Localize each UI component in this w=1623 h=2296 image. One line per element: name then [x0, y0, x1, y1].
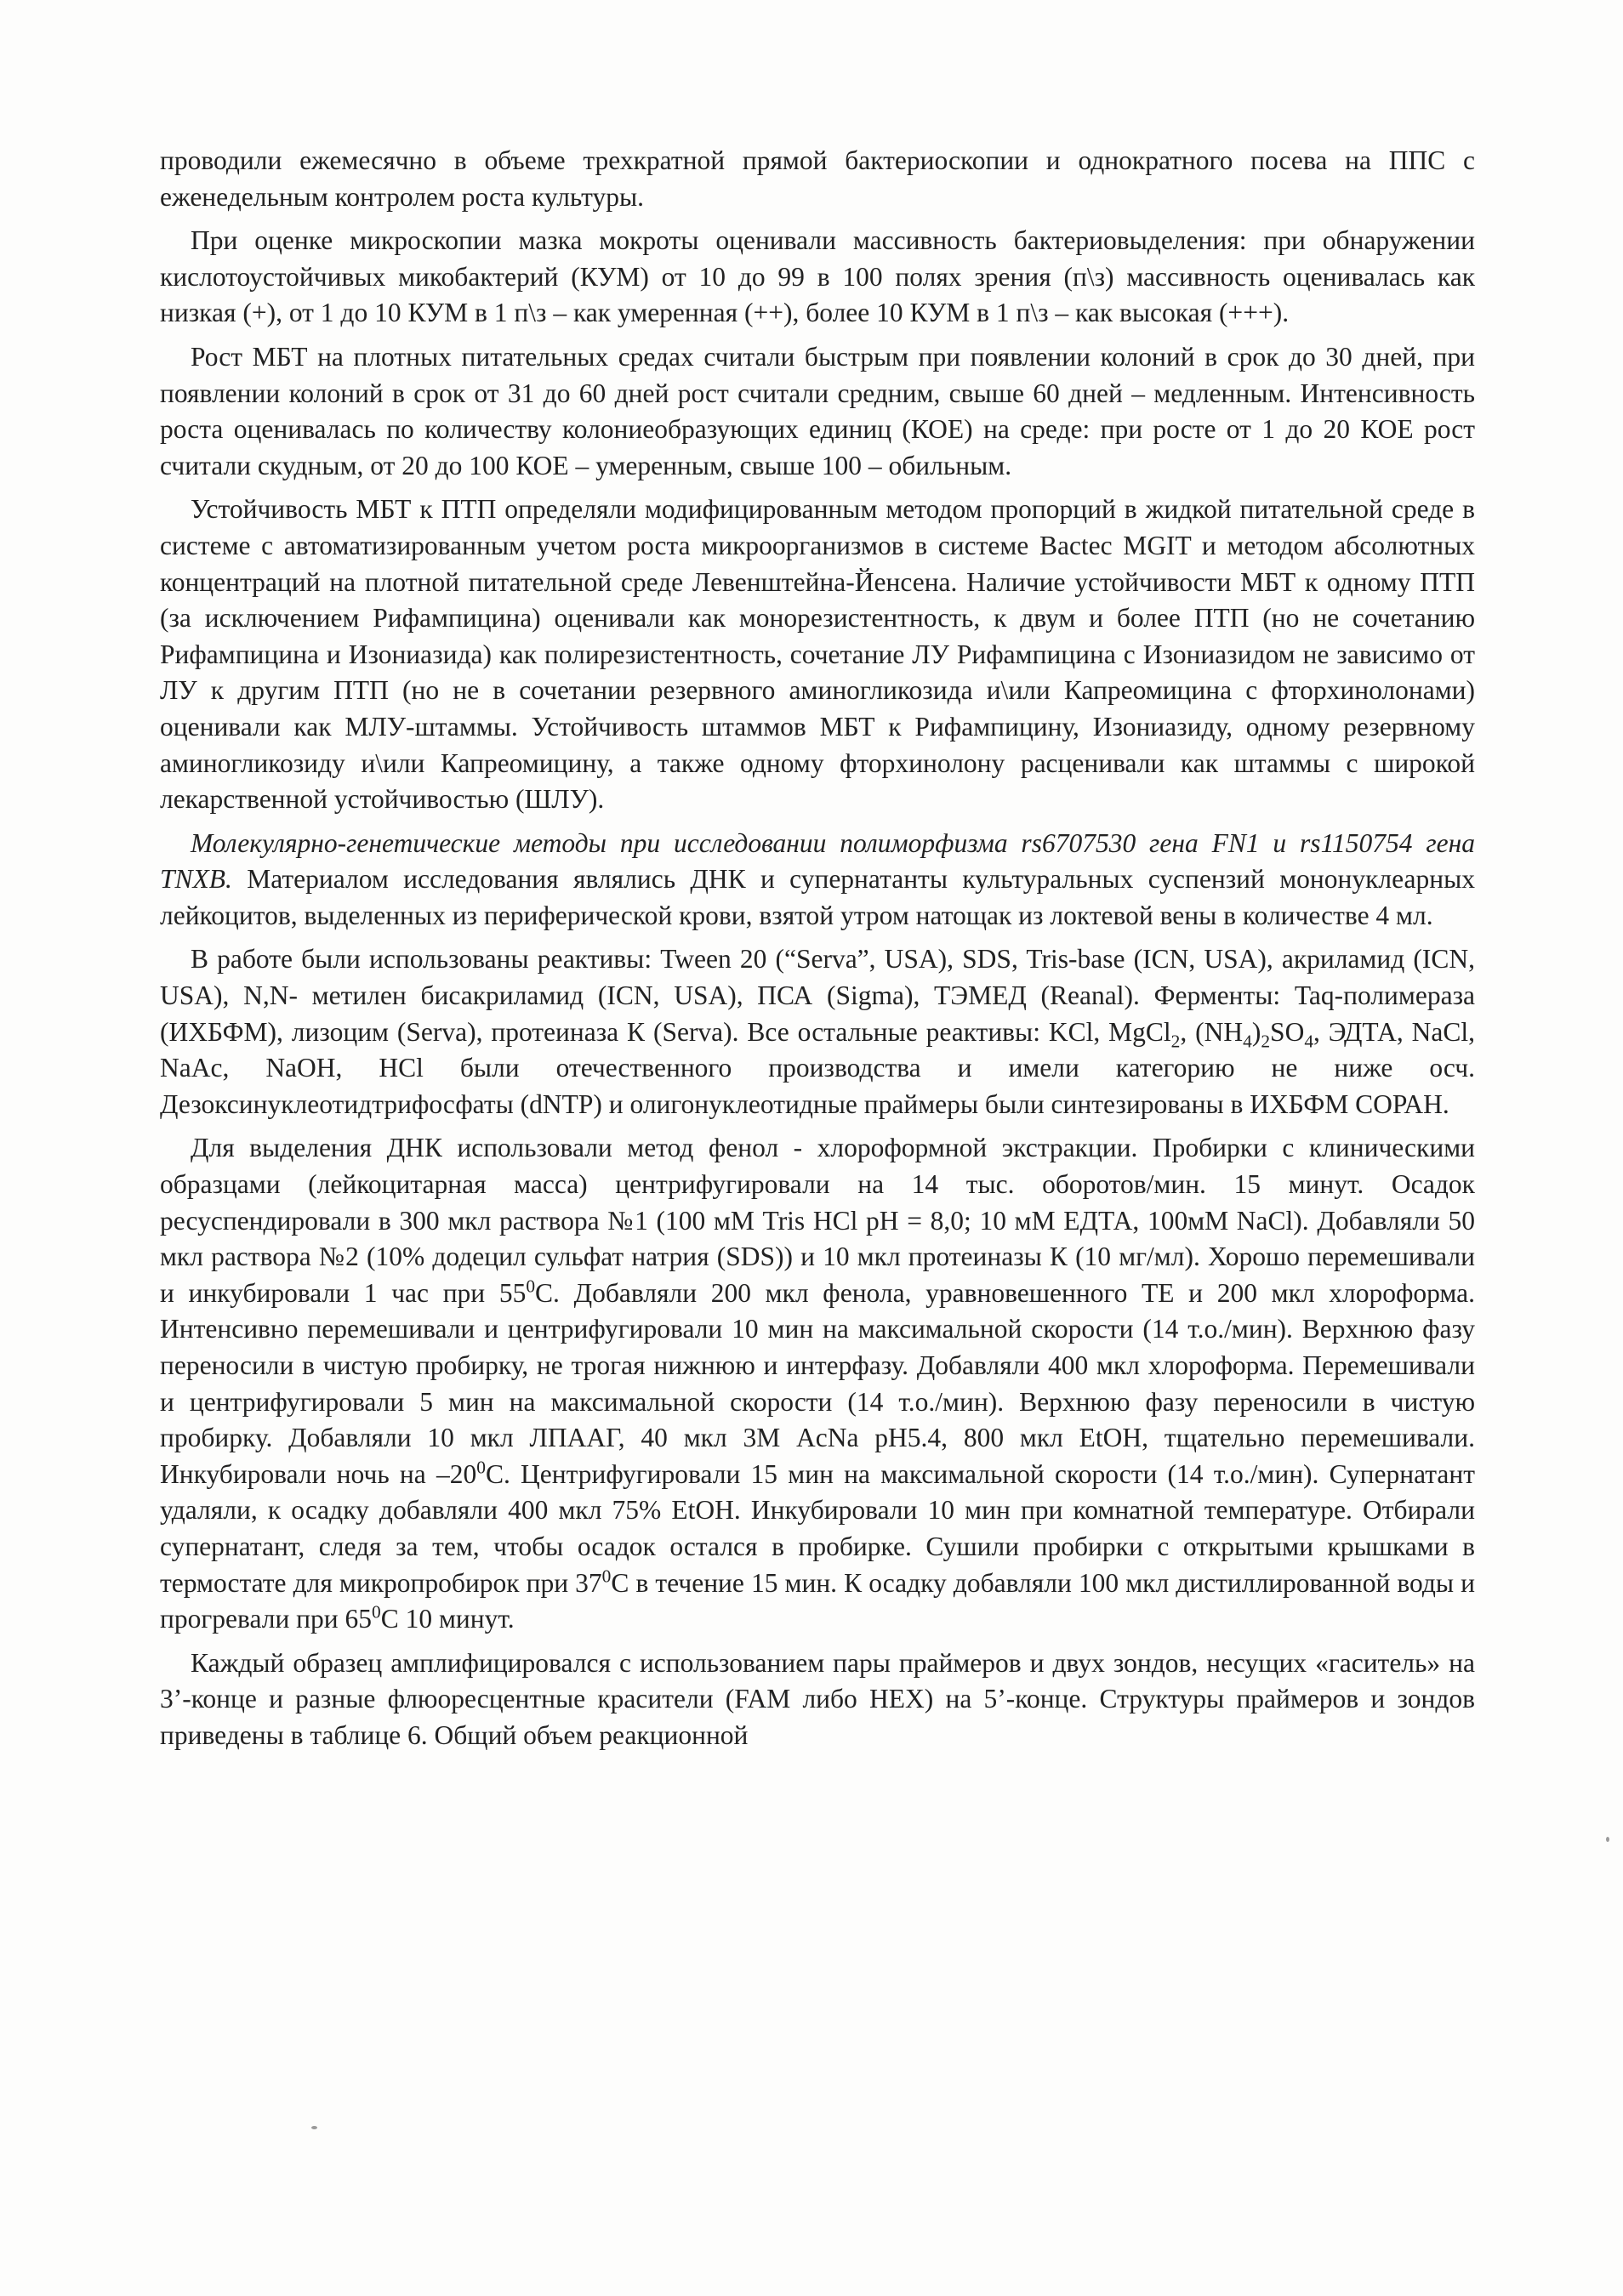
paragraph-7	[160, 1130, 1475, 1637]
subscript: 2	[1170, 1030, 1181, 1051]
scan-speck	[1606, 1837, 1609, 1842]
superscript: 0	[372, 1601, 381, 1623]
paragraph-8-text: Каждый образец амплифицировался с использованием пары праймеров и двух зондов, несущих «гаситель» на 3’-конце и разные флюоресцентные красители (FAM либо HEX) на 5’-конце. Структуры праймеров и зондов приведены в таблице 6. Общий объем реакционной	[160, 1647, 1475, 1750]
paragraph-4	[160, 492, 1475, 817]
paragraph-1	[160, 143, 1475, 215]
paragraph-7-text-d: С в течение 15 мин. К осадку добавляли 100 мкл дистиллированной воды и прогревали при 65	[160, 1567, 1475, 1634]
paragraph-6-text-a: В работе были использованы реактивы: Tween 20 (“Serva”, USA), SDS, Tris-base (ICN, USA), акриламид (ICN, USA), N,N- метилен бисакриламид (ICN, USA), ПСА (Sigma), ТЭМЕД (Reanal). Ферменты: Taq-полимераза (ИХБФМ), лизоцим (Serva), протеиназа К (Serva). Все остальные реактивы: KCl, MgCl	[160, 944, 1475, 1047]
scan-speck	[311, 2126, 317, 2129]
paragraph-2	[160, 223, 1475, 332]
superscript: 0	[476, 1457, 486, 1478]
paragraph-2-text: При оценке микроскопии мазка мокроты оценивали массивность бактериовыделения: при обнаружении кислотоустойчивых микобактерий (КУМ) от 10 до 99 в 100 полях зрения (п\з) массивность оценивалась как низкая (+), от 1 до 10 КУМ в 1 п\з – как умеренная (++), более 10 КУМ в 1 п\з – как высокая (+++).	[160, 225, 1475, 328]
paragraph-3-text: Рост МБТ на плотных питательных средах считали быстрым при появлении колоний в срок до 30 дней, при появлении колоний в срок от 31 до 60 дней рост считали средним, свыше 60 дней – медленным. Интенсивность роста оценивалась по количеству колониеобразующих единиц (КОЕ) на среде: при росте от 1 до 20 КОЕ рост считали скудным, от 20 до 100 КОЕ – умеренным, свыше 100 – обильным.	[160, 341, 1475, 480]
paragraph-6-text-b: , (NH	[1180, 1016, 1244, 1047]
paragraph-8	[160, 1645, 1475, 1754]
paragraph-3	[160, 339, 1475, 484]
subscript: 4	[1243, 1030, 1252, 1051]
paragraph-4-text: Устойчивость МБТ к ПТП определяли модифицированным методом пропорций в жидкой питательной среде в системе с автоматизированным учетом роста микроорганизмов в системе Bactec MGIT и методом абсолютных концентраций на плотной питательной среде Левенштейна-Йенсена. Наличие устойчивости МБТ к одному ПТП (за исключением Рифампицина) оценивали как монорезистентность, к двум и более ПТП (но не сочетанию Рифампицина и Изониазида) как полирезистентность, сочетание ЛУ Рифампицина с Изониазидом не зависимо от ЛУ к другим ПТП (но не в сочетании резервного аминогликозида и\или Капреомицина с фторхинолонами) оценивали как МЛУ-штаммы. Устойчивость штаммов МБТ к Рифампицину, Изониазиду, одному резервному аминогликозиду и\или Капреомицину, а также одному фторхинолону расценивали как штаммы с широкой лекарственной устойчивостью (ШЛУ).	[160, 494, 1475, 815]
paragraph-6	[160, 941, 1475, 1122]
superscript: 0	[526, 1276, 536, 1297]
paragraph-5-text: Материалом исследования являлись ДНК и супернатанты культуральных суспензий мононуклеарных лейкоцитов, выделенных из периферической крови, взятой утром натощак из локтевой вены в количестве 4 мл.	[160, 864, 1475, 930]
paragraph-7-text-c: С. Центрифугировали 15 мин на максимальной скорости (14 т.о./мин). Супернатант удаляли, к осадку добавляли 400 мкл 75% EtOH. Инкубировали 10 мин при комнатной температуре. Отбирали супернатант, следя за тем, чтобы осадок остался в пробирке. Сушили пробирки с открытыми крышками в термостате для микропробирок при 37	[160, 1458, 1475, 1598]
paragraph-7-text-a: Для выделения ДНК использовали метод фенол - хлороформной экстракции. Пробирки с клиническими образцами (лейкоцитарная масса) центрифугировали на 14 тыс. оборотов/мин. 15 минут. Осадок ресуспендировали в 300 мкл раствора №1 (100 мМ Tris HCl pH = 8,0; 10 мМ ЕДТА, 100мМ NaCl). Добавляли 50 мкл раствора №2 (10% додецил сульфат натрия (SDS)) и 10 мкл протеиназы К (10 мг/мл). Хорошо перемешивали и инкубировали 1 час при 55	[160, 1133, 1475, 1308]
section-heading-italic: Молекулярно-генетические методы при исследовании полиморфизма rs6707530 гена FN1 и rs1150754 гена TNXB.	[160, 827, 1475, 895]
paragraph-5	[160, 826, 1475, 935]
paragraph-6-text-d: SO	[1270, 1016, 1305, 1047]
paragraph-7-text-b: С. Добавляли 200 мкл фенола, уравновешенного ТЕ и 200 мкл хлороформа. Интенсивно перемешивали и центрифугировали 10 мин на максимальной скорости (14 т.о./мин). Верхнюю фазу переносили в чистую пробирку, не трогая нижнюю и интерфазу. Добавляли 400 мкл хлороформа. Перемешивали и центрифугировали 5 мин на максимальной скорости (14 т.о./мин). Верхнюю фазу переносили в чистую пробирку. Добавляли 10 мкл ЛПААГ, 40 мкл 3М AcNa pH5.4, 800 мкл EtOH, тщательно перемешивали. Инкубировали ночь на –20	[160, 1277, 1475, 1489]
superscript: 0	[601, 1566, 612, 1587]
paragraph-6-text-c: )	[1251, 1016, 1261, 1047]
paragraph-6-text-e: , ЭДТА, NaCl, NaAc, NaOH, HCl были отечественного производства и имели категорию не ниже осч. Дезоксинуклеотидтрифосфаты (dNTP) и олигонуклеотидные праймеры были синтезированы в ИХБФМ СОРАН.	[160, 1016, 1475, 1119]
subscript: 4	[1304, 1030, 1314, 1051]
paragraph-7-text-e: С 10 минут.	[380, 1604, 515, 1634]
subscript: 2	[1261, 1030, 1271, 1051]
paragraph-1-text: проводили ежемесячно в объеме трехкратной прямой бактериоскопии и однократного посева на ППС с еженедельным контролем роста культуры.	[160, 145, 1475, 212]
document-body	[160, 143, 1475, 1762]
